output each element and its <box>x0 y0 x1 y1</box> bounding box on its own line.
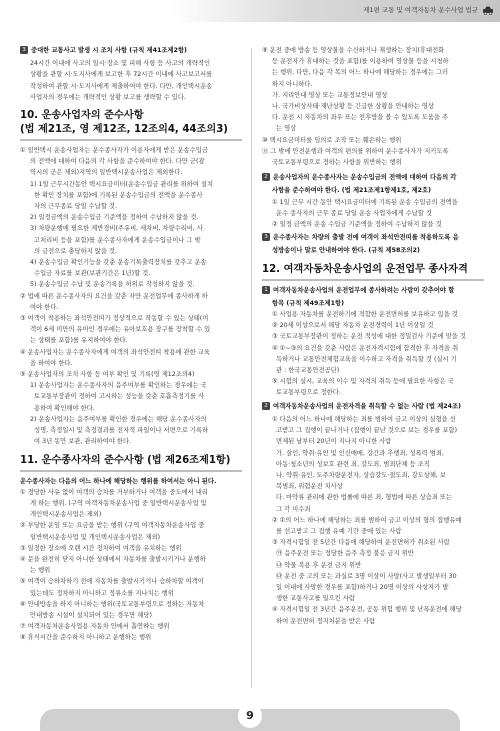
text-line: ㉮ 음주운전 또는 정당한 음주 측정 불응 금지 위반 <box>276 550 414 558</box>
text-line: 1) 1일 근무시간동안 택시요금미터(운송수입금 관리를 위하여 설치 <box>30 180 214 188</box>
item-number-badge: 2 <box>262 402 270 410</box>
text-line: ① 일반택시 운송사업자는 운수종사자가 이용자에게 받은 운송수입금 <box>20 147 208 155</box>
text-line: 객이 6세 미만의 유아인 경우에는 유아보호용 장구를 장착할 수 있 <box>30 326 211 334</box>
text-line: 고받고 그 집행이 끝나거나 (집행이 끝난 것으로 보는 경우를 포함) <box>276 427 458 435</box>
text-line: 나. 국가비상사태·재난상황 등 긴급한 상황을 안내하는 영상 <box>272 103 434 111</box>
section-underline <box>20 470 242 472</box>
car-icon <box>482 4 494 16</box>
continued-list <box>262 45 484 168</box>
text-line: ④ 운송사업자는 운수종사자에게 여객의 좌석안전띠 착용에 관한 교육 <box>20 348 210 356</box>
section-12-title: 12. 여객자동차운송사업의 운전업무 종사자격 <box>262 263 468 275</box>
right-column <box>262 45 484 627</box>
text-line: 있는데도 정차하지 아니하고 정류소를 지나치는 행위 <box>30 589 174 597</box>
text-line: ⑩ 택시요금미터를 임의로 조작 또는 훼손하는 행위 <box>262 136 402 144</box>
text-line: 는 행위. 다만, 다음 각 목의 어느 하나에 해당하는 경우에는 그러 <box>272 69 449 77</box>
text-line: 용하여 확인해야 한다. <box>34 404 95 412</box>
item-1-title-line2: 항목 (규칙 제49조제1항) <box>272 299 344 307</box>
text-line: 복범죄, 위험운전 치사상 <box>276 483 343 491</box>
text-line: ④ 자격시험일 전 3년간 음주운전, 공동 위험 행위 및 난폭운전에 해당 <box>272 606 462 614</box>
text-line: ③ 국토교통부장관이 정하는 운전 적성에 대한 정밀검사 기준에 맞을 것 <box>272 333 466 341</box>
item-2b-heading <box>262 401 484 412</box>
text-line: 는 행위 <box>30 567 51 575</box>
text-line: ③ 자격시험일 전 5년간 다음에 해당하여 운전면허가 취소된 사람 <box>272 539 450 547</box>
text-line: 수입금 자료를 보관(보관기간은 1년)할 것. <box>34 270 151 278</box>
text-line: 1) 운송사업자는 운수종사자의 음주여부를 확인하는 경우에는 국 <box>30 382 207 390</box>
text-line: ① 1일 근무 시간 동안 택시요금미터에 기록된 운송 수입금의 전액을 <box>272 198 458 206</box>
text-line: 토교통부장관이 정하여 고시하는 성능을 갖춘 호흡측정기를 사 <box>34 393 205 401</box>
item-3-body <box>20 58 242 103</box>
text-line: 성명, 측정일시 및 측정결과를 전자적 파일이나 서면으로 기록하 <box>34 427 209 435</box>
text-line: 24시간 이내에 사고의 일시·장소 및 피해 사항 등 사고의 개략적인 <box>30 60 211 68</box>
text-line: 상황을 관할 시·도지사에게 보고한 후 72시간 이내에 사고보고서를 <box>30 71 213 79</box>
text-line: ② 부당한 운임 또는 요금을 받는 행위 (구역 여객자동차운송사업 중 <box>20 522 205 530</box>
text-line: 고처리비 등을 포함)를 운수종사자에게 운송수입금이나 그 밖 <box>34 236 201 244</box>
text-line: 다. 마약류 관리에 관한 법률에 따른 죄, 형법에 따른 상습죄 또는 <box>276 494 453 502</box>
item-number-badge: 1 <box>262 286 270 294</box>
section-11-lead: 운수종사자는 다음의 어느 하나에 해당하는 행위를 하여서는 아니 된다. <box>20 477 217 485</box>
item-3-heading <box>262 232 484 243</box>
text-line: ③ 여객이 착용하는 좌석안전띠가 정상적으로 작동할 수 있는 상태(여 <box>20 315 209 323</box>
page-header <box>0 0 500 38</box>
text-line: 나. 약취·유인, 도주차량운전자, 상습강도·절도죄, 강도상해, 보 <box>276 471 447 479</box>
left-column <box>20 45 242 644</box>
text-line: 관 : 한국교통안전공단) <box>276 367 340 375</box>
text-line: 2) 일정금액의 운송수입금 기준액을 정하여 수납하지 않을 것. <box>30 214 199 222</box>
text-line: 3) 차량운행에 필요한 제반경비(주유비, 세차비, 차량수리비, 사 <box>30 225 203 233</box>
text-line: 는 상태를 포함)를 유지하여야 한다. <box>30 337 128 345</box>
text-line: 하지 아니하다. <box>272 80 313 88</box>
section-10-body <box>20 145 242 447</box>
item-2-title-line1: 운송사업자의 운수종사자는 운송수입금의 전액에 대하여 다음의 각 <box>273 174 457 182</box>
text-line: 는 영상 <box>276 125 297 133</box>
header-title: 제1편 교통 및 여객자동차 운수사업 법규 <box>363 6 478 14</box>
text-line: ⑤ 운송사업자의 조치 사항 등 여부 확인 및 기록(영 제12조의4) <box>20 371 195 379</box>
text-line: ① 사업용 자동차를 운전하기에 적합한 운전면허를 보유하고 있을 것 <box>272 311 458 319</box>
text-line: ⑤ 여객이 승하차하기 전에 자동차를 출발시키거나 승하차할 여객이 <box>20 578 204 586</box>
text-line: ② ①의 어느 하나에 해당하는 죄를 범하여 금고 이상의 형의 집행유예 <box>272 516 462 524</box>
text-line: 그 각 미수죄 <box>276 505 311 513</box>
section-underline <box>20 139 242 141</box>
text-line: ② 법에 따른 운수종사자의 요건을 갖춘 자만 운전업무에 종사하게 하 <box>20 292 208 300</box>
text-line: 한 확인 장치를 포함)에 기록된 운송수입금의 전액을 운수종사 <box>34 191 203 199</box>
text-line: ⑨ 운전 중에 방송 등 영상물을 수신하거나 재생하는 장치(휴대전화 <box>262 47 445 54</box>
item-number-badge: 3 <box>20 46 28 54</box>
text-line: ① 다음의 어느 하나에 해당하는 죄를 범하여 금고 이상의 실형을 선 <box>272 415 456 423</box>
text-line: ⑥ 안내방송을 하지 아니하는 행위(국토교통부령으로 정하는 자동차 <box>20 600 205 608</box>
item-2b-title: 여객자동차운송사업의 운전자격을 취득할 수 없는 사람 (법 제24조) <box>273 402 462 410</box>
text-line: 생한 교통사고를 일으킨 사람 <box>276 595 355 603</box>
item-3-heading <box>20 45 242 56</box>
item-3-title-line2: 성방송이나 말로 안내하여야 한다. (규칙 제58조의2) <box>272 247 420 255</box>
text-line: ② 일정 금액의 운송 수입금 기준액을 정하여 수납하지 않을 것 <box>272 221 442 229</box>
item-number-badge: 3 <box>262 233 270 241</box>
text-line: ⑧ 휴식시간을 준수하지 아니하고 운행하는 행위 <box>20 634 152 642</box>
item-1-title-line1: 여객자동차운송사업의 운전업무에 종사하려는 사람이 갖추어야 할 <box>273 286 455 294</box>
item-3-title: 중대한 교통사고 발생 시 조치 사항 (규칙 제41조제2항) <box>31 47 187 54</box>
text-line: 의 전액에 대하여 다음의 각 사항을 준수하여야 한다. 다만 군(광 <box>30 158 205 166</box>
text-line: 작성하여 관할 시·도지사에게 제출하여야 한다. 다만, 개인택시운송 <box>30 82 213 90</box>
text-line: ㉰ 운전 중 고의 또는 과실로 3명 이상이 사망(사고 발생일부터 30 <box>276 572 457 580</box>
text-line: 2) 운송사업자는 음주여부를 확인한 경우에는 해당 운수종사자의 <box>30 415 207 423</box>
item-2b-body <box>262 414 484 627</box>
text-line: ⑦ 여객자동차운송사업용 자동차 안에서 흡연하는 행위 <box>20 623 170 631</box>
text-line: 5) 운송수입금 수납 및 운송기록을 허위로 작성하지 않을 것. <box>30 281 195 289</box>
text-line: 여야 한다. <box>30 303 59 311</box>
text-line: 토교통부령으로 정한다. <box>276 389 341 397</box>
section-10-title-line2: (법 제21조, 영 제12조, 12조의4, 44조의3) <box>20 124 228 136</box>
text-line: 을 하여야 한다. <box>30 359 73 367</box>
text-line: 면제된 날부터 20년이 지나지 아니한 사람 <box>276 438 392 446</box>
text-line: 여 3년 동안 보관, 관리하여야 한다. <box>34 438 132 446</box>
text-line: 등 운전자가 휴대하는 것을 포함)를 이용하여 영상물 등을 시청하 <box>272 58 449 66</box>
text-line: 아동·청소년의 성보호 관련 죄, 강도죄, 범죄단체 등 조직 <box>276 460 430 468</box>
item-2-heading <box>262 172 484 183</box>
text-line: 의 금전으로 충당하지 않을 것. <box>34 247 118 255</box>
text-line: 운수 종사자의 근무 종료 당일 운송 사업자에게 수납할 것 <box>276 209 432 217</box>
column-divider <box>251 48 252 688</box>
text-line: 4) 운송수입금 확인기능을 갖춘 운송기록출력장치를 갖추고 운송 <box>30 259 207 267</box>
item-1-heading <box>262 285 484 296</box>
text-line: 국토교통부령으로 정하는 사항을 위반하는 행위 <box>272 159 402 167</box>
page-number: 9 <box>238 704 262 728</box>
text-line: 역시의 군은 제외)지역의 일반택시운송사업은 제외한다. <box>30 169 183 177</box>
text-line: 하여 운전면허 정지처분을 받은 사람 <box>276 617 376 625</box>
text-line: 득하거나 교통안전체험교육을 이수하고 자격을 취득할 것 (실시 기 <box>276 355 457 363</box>
text-line: 를 선고받고 그 집행 유예 기간 중에 있는 사람 <box>276 527 402 535</box>
text-line: 자의 근무종료 당일 수납할 것. <box>34 203 118 211</box>
section-10-title-line1: 10. 운송사업자의 준수사항 <box>20 110 144 122</box>
text-line: 다. 운전 시 자동차의 좌우 또는 전후방을 볼 수 있도록 도움을 주 <box>272 114 449 122</box>
item-number-badge: 2 <box>262 173 270 181</box>
text-line: ④ 문을 완전히 닫지 아니한 상태에서 자동차를 출발시키거나 운행하 <box>20 555 206 563</box>
text-line: ③ 일정한 장소에 오랜 시간 정차하여 여객을 유치하는 행위 <box>20 544 182 552</box>
section-10-title <box>20 109 242 137</box>
text-line: ④ ①~③의 요건을 갖춘 사람은 운전자격시험에 합격한 후 자격을 취 <box>272 344 459 352</box>
item-3-title-line1: 운수종사자는 차량의 출발 전에 여객이 좌석안전띠를 착용하도록 음 <box>273 234 459 242</box>
text-line: 일 이내에 사망한 경우를 포함)하거나 20명 이상의 사상자가 발 <box>276 583 449 591</box>
text-line: ② 20세 이상으로서 해당 자동차 운전경력이 1년 이상일 것 <box>272 322 434 330</box>
text-line: 개인택시운송사업은 제외) <box>30 511 102 519</box>
section-11-title: 11. 운수종사자의 준수사항 (법 제26조제1항) <box>20 454 231 466</box>
text-line: 게 하는 행위. (구역 여객자동차운송사업 중 일반택시운송사업 및 <box>30 499 207 507</box>
text-line: ① 정당한 사유 없이 여객의 승차를 거부하거나 여객을 중도에서 내리 <box>20 488 208 496</box>
text-line: 가. 지리안내 영상 또는 교통정보안내 영상 <box>272 91 388 99</box>
text-line: 사업자의 경우에는 개략적인 상황 보고를 생략할 수 있다. <box>30 93 186 101</box>
section-underline <box>262 279 484 281</box>
text-line: 일반택시운송사업 및 개인택시운송사업은 제외) <box>30 533 161 541</box>
item-2-title-line2: 사항을 준수하여야 한다. (법 제21조제1항제1호, 제2호) <box>272 187 431 195</box>
text-line: 안내방송 시설이 설치되어 있는 경우만 해당) <box>30 611 152 619</box>
text-line: ⑪ 그 밖에 안전운행과 여객의 편의를 위하여 운수종사자가 지키도록 <box>262 147 449 155</box>
text-line: 가. 살인, 약취·유인 및 인신매매, 강간과 추행죄, 성폭력 범죄, <box>276 449 444 457</box>
text-line: ㉯ 약물 복용 후 운전 금지 위반 <box>276 561 362 569</box>
section-11-body <box>20 476 242 644</box>
text-line: ⑤ 시험의 실시, 교육의 이수 및 자격의 취득 등에 필요한 사항은 국 <box>272 378 454 386</box>
